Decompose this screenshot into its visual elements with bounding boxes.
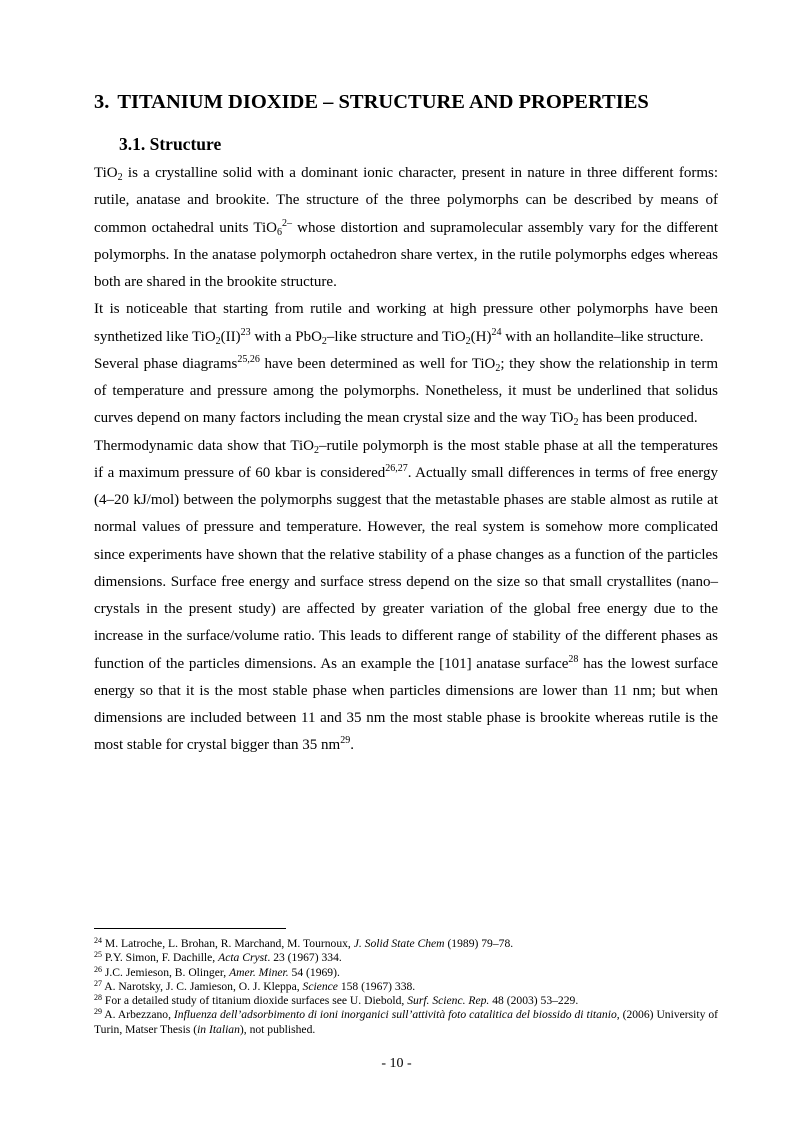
section-heading bbox=[94, 91, 649, 114]
footnote-ref: 24 bbox=[491, 326, 502, 338]
paragraph-2: It is noticeable that starting from rutile and working at high pressure other polymorphs have been synthetized like TiO$_2$(II)$^{23}$ with a PbO$_2$–like structure and $TiO_2(H)^{24}$ with an hollandite–like structure. bbox=[94, 301, 718, 347]
footnote-ref: 28 bbox=[568, 653, 579, 665]
footnote-ref: 29 bbox=[340, 735, 351, 747]
subsection-heading: 3.1. Structure bbox=[119, 134, 222, 154]
footnote-ref: 25,26 bbox=[237, 353, 260, 365]
footnote-ref: 23 bbox=[240, 326, 251, 338]
footnote-ref: 26,27 bbox=[385, 462, 408, 474]
paragraph-1: TiO$_2$ is a crystalline solid with a dominant ionic character, present in nature in three different forms: rutile, anatase and brookite. The structure of the three polymorphs can be described by means of common octahedral units TiO$_6^{2-}$ whose distortion and supramolecular assembly vary for the different polymorphs. In the anatase polymorph octahedron share vertex, in the rutile polymorphs edges whereas both are shared in the brookite structure. bbox=[94, 165, 718, 290]
body-text bbox=[94, 160, 718, 760]
footnote-28: $^{28}$ For a detailed study of titanium dioxide surfaces see U. Diebold, Surf. Scienc. Rep. 48 (2003) 53–229. bbox=[94, 993, 579, 1008]
footnote-29: $^{29}$ A. Arbezzano, Influenza dell’adsorbimento di ioni inorganici sull’attività foto catalitica del biossido di titanio, (2006) University of Turin, Matser Thesis (in Italian), not published. bbox=[94, 1007, 718, 1036]
footnote-25: $^{25}$ P.Y. Simon, F. Dachille, Acta Cryst. 23 (1967) 334. bbox=[94, 950, 342, 965]
section-number: 3. bbox=[94, 91, 110, 113]
footnote-26: $^{26}$ J.C. Jemieson, B. Olinger, Amer. Miner. 54 (1969). bbox=[94, 964, 340, 979]
footnotes bbox=[94, 937, 718, 1037]
footnote-separator bbox=[94, 928, 286, 929]
section-title: TITANIUM DIOXIDE – STRUCTURE AND PROPERTIES bbox=[117, 91, 649, 113]
page-number: - 10 - bbox=[381, 1056, 412, 1071]
footnote-24: $^{24}$ M. Latroche, L. Brohan, R. Marchand, M. Tournoux, J. Solid State Chem (1989) 79–78. bbox=[94, 936, 514, 950]
paragraph-3: Several phase diagrams$^{25,26}$ have been determined as well for TiO$_2$; they show the relationship in term of temperature and pressure among the polymorphs. Nonetheless, it must be underlined that solidus curves depend on many factors including the mean crystal size and the way TiO$_2$ has been produced. bbox=[94, 353, 719, 429]
footnote-27: $^{27}$ A. Narotsky, J. C. Jamieson, O. J. Kleppa, Science 158 (1967) 338. bbox=[94, 978, 416, 993]
paragraph-4: Thermodynamic data show that TiO$_2$–rutile polymorph is the most stable phase at all the temperatures if a maximum pressure of 60 kbar is considered$^{26,27}$. Actually small differences in terms of free energy (4–20 kJ/mol) between the polymorphs suggest that the metastable phases are stable almost as rutile at normal values of pressure and temperature. However, the real system is somehow more complicated since experiments have shown that the relative stability of a phase changes as a function of the particles dimensions. Surface free energy and surface stress depend on the size so that small crystallites (nano–crystals in the present study) are affected by greater variation of the global free energy due to the increase in the surface/volume ratio. This leads to different range of stability of the different phases as function of the particles dimensions. As an example the [101] anatase surface$^{28}$ has the lowest surface energy so that it is the most stable phase when particles dimensions are lower than 11 nm; but when dimensions are included between 11 and 35 nm the most stable phase is brookite whereas rutile is the most stable for crystal bigger than 35 $nm^{29}$. bbox=[94, 437, 718, 754]
